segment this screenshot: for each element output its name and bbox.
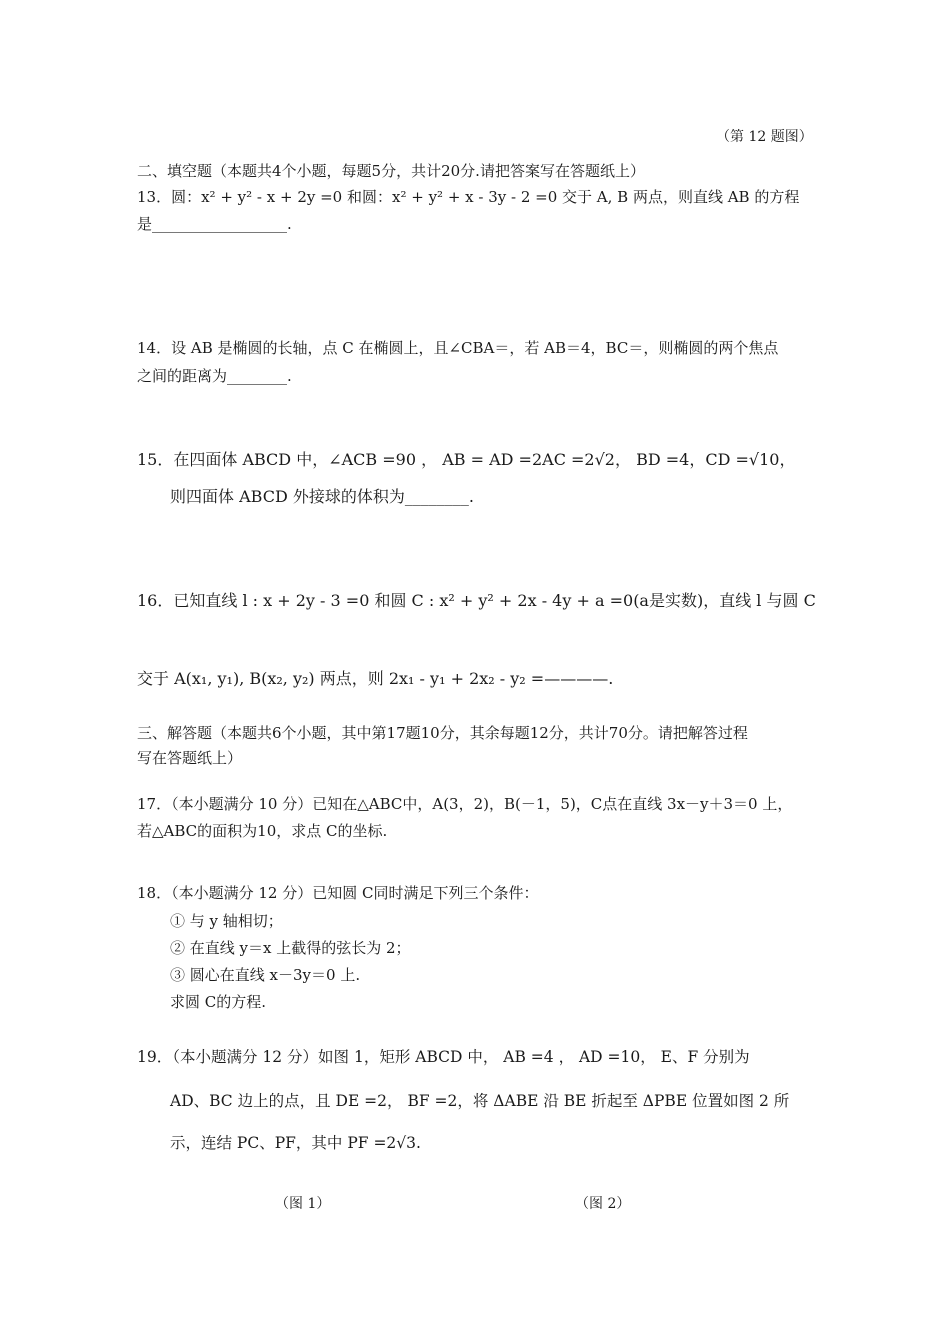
q13-line2: 是__________________. <box>137 215 292 233</box>
q17-line2: 若△ABC的面积为10，求点 C的坐标. <box>137 822 388 840</box>
q18-ask: 求圆 C的方程. <box>170 993 267 1011</box>
section2-heading: 二、填空题（本题共4个小题，每题5分，共计20分.请把答案写在答题纸上） <box>137 162 645 180</box>
fig1-caption: （图 1） <box>275 1196 331 1212</box>
fig12-caption: （第 12 题图） <box>716 129 813 145</box>
q13-line1: 13．圆：x² + y² - x + 2y =0 和圆：x² + y² + x - 3y - 2 =0 交于 A, B 两点，则直线 AB 的方程 <box>137 188 800 206</box>
q18-line1: 18．（本小题满分 12 分）已知圆 C同时满足下列三个条件： <box>137 884 539 902</box>
q14-line1: 14．设 AB 是椭圆的长轴，点 C 在椭圆上，且∠CBA＝，若 AB＝4，BC＝，则椭圆的两个焦点 <box>137 339 779 357</box>
q18-cond2: ② 在直线 y＝x 上截得的弦长为 2； <box>170 939 411 957</box>
q17-line1: 17．（本小题满分 10 分）已知在△ABC中，A(3，2)，B(－1，5)，C点在直线 3x－y＋3＝0 上， <box>137 795 793 813</box>
q19-line1: 19．（本小题满分 12 分）如图 1，矩形 ABCD 中， AB =4 ， AD =10， E、F 分别为 <box>137 1048 750 1066</box>
q15-line1: 15．在四面体 ABCD 中，∠ACB =90 ， AB = AD =2AC =2√2， BD =4，CD =√10， <box>137 450 796 469</box>
q14-line2: 之间的距离为________. <box>137 367 292 385</box>
fig2-caption: （图 2） <box>575 1196 631 1212</box>
q16-line1: 16．已知直线 l : x + 2y - 3 =0 和圆 C : x² + y² + 2x - 4y + a =0(a是实数)，直线 l 与圆 C <box>137 591 816 610</box>
q19-line3: 示，连结 PC、PF，其中 PF =2√3. <box>170 1134 421 1152</box>
section3-heading-line2: 写在答题纸上） <box>137 749 243 767</box>
q15-line2: 则四面体 ABCD 外接球的体积为________. <box>170 487 474 506</box>
q18-cond3: ③ 圆心在直线 x－3y＝0 上. <box>170 966 361 984</box>
section3-heading-line1: 三、解答题（本题共6个小题，其中第17题10分，其余每题12分，共计70分。请把解答过程 <box>137 724 748 742</box>
q16-line2: 交于 A(x₁, y₁), B(x₂, y₂) 两点，则 2x₁ - y₁ + 2x₂ - y₂ =————. <box>137 669 614 688</box>
q18-cond1: ① 与 y 轴相切； <box>170 912 283 930</box>
q19-line2: AD、BC 边上的点，且 DE =2， BF =2，将 ΔABE 沿 BE 折起至 ΔPBE 位置如图 2 所 <box>170 1092 790 1110</box>
